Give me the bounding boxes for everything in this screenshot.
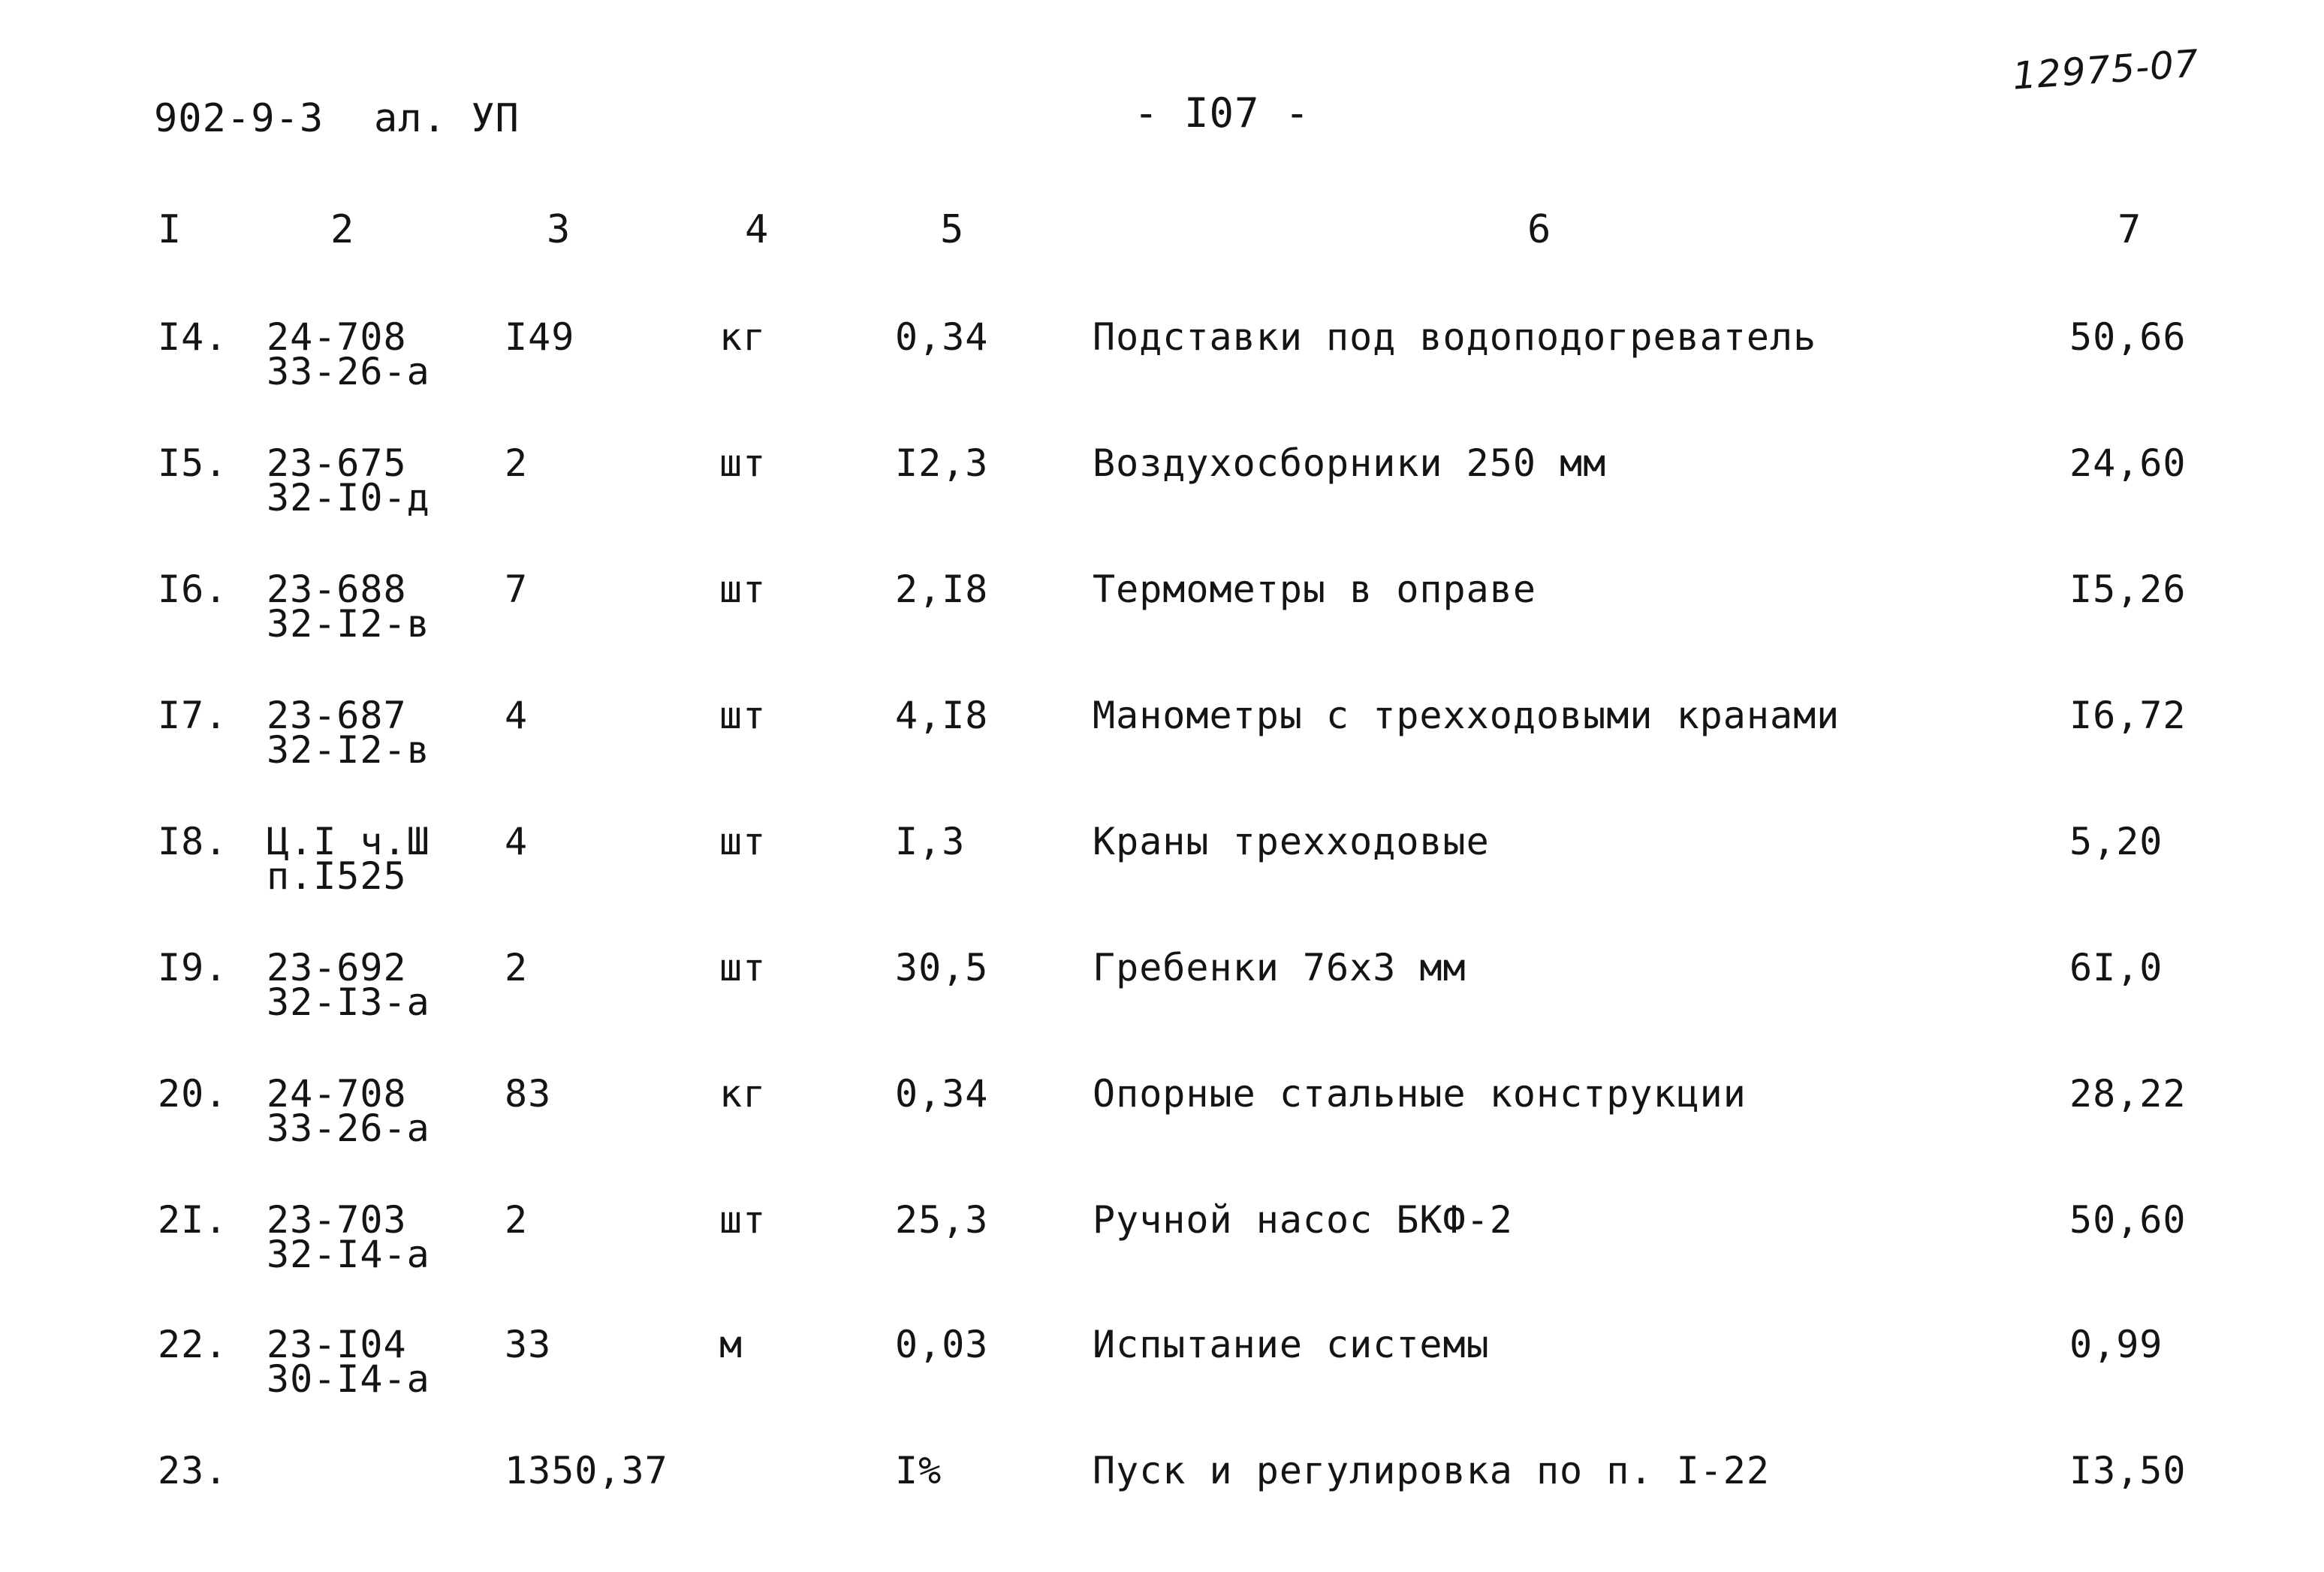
table-row (0, 1449, 2324, 1572)
item-name: Опорные стальные конструкции (1093, 1072, 1747, 1116)
rate-code: 24-708 (267, 315, 407, 359)
total-cost: 28,22 (2069, 1072, 2187, 1116)
unit: шт (719, 694, 767, 737)
item-name: Ручной насос БКФ-2 (1093, 1198, 1513, 1242)
column-header: 6 (1527, 207, 1552, 252)
quantity: 83 (505, 1072, 552, 1116)
rate-code-sub: 32-I2-в (267, 728, 430, 772)
table-row (0, 694, 2324, 817)
unit: шт (719, 820, 767, 863)
row-number: I6. (158, 568, 228, 611)
row-number: 2I. (158, 1198, 228, 1242)
table-row (0, 1198, 2324, 1321)
quantity: 2 (505, 1198, 529, 1242)
rate-code-sub: 32-I0-д (267, 476, 430, 519)
item-name: Краны трехходовые (1093, 820, 1490, 863)
rate-code-sub: 33-26-а (267, 350, 430, 393)
item-name: Подставки под водоподогреватель (1093, 315, 1817, 359)
unit-price: 4,I8 (895, 694, 989, 737)
unit: кг (719, 315, 767, 359)
total-cost: 24,60 (2069, 441, 2187, 485)
table-row (0, 946, 2324, 1069)
unit-price: 0,03 (895, 1323, 989, 1366)
total-cost: I5,26 (2069, 568, 2187, 611)
unit-price: I% (895, 1449, 942, 1492)
quantity: 4 (505, 694, 529, 737)
unit-price: 30,5 (895, 946, 989, 989)
item-name: Испытание системы (1093, 1323, 1490, 1366)
quantity: I49 (505, 315, 575, 359)
table-row (0, 1323, 2324, 1446)
unit: шт (719, 441, 767, 485)
unit: шт (719, 568, 767, 611)
doc-code: 902-9-3 (154, 96, 324, 141)
total-cost: I6,72 (2069, 694, 2187, 737)
quantity: 1350,37 (505, 1449, 668, 1492)
rate-code: 23-I04 (267, 1323, 407, 1366)
unit-price: 2,I8 (895, 568, 989, 611)
total-cost: 5,20 (2069, 820, 2163, 863)
rate-code: 23-703 (267, 1198, 407, 1242)
page-number: - I07 - (1134, 89, 1310, 137)
row-number: I5. (158, 441, 228, 485)
item-name: Гребенки 76х3 мм (1093, 946, 1466, 989)
column-header: 5 (940, 207, 965, 252)
rate-code: Ц.I ч.Ш (267, 820, 430, 863)
row-number: I7. (158, 694, 228, 737)
column-header: 3 (547, 207, 571, 252)
column-header: 7 (2118, 207, 2142, 252)
rate-code-sub: 33-26-а (267, 1107, 430, 1150)
item-name: Манометры с трехходовыми кранами (1093, 694, 1840, 737)
rate-code: 23-688 (267, 568, 407, 611)
rate-code-sub: 30-I4-а (267, 1357, 430, 1401)
item-name: Воздухосборники 250 мм (1093, 441, 1607, 485)
unit-price: 0,34 (895, 1072, 989, 1116)
quantity: 33 (505, 1323, 552, 1366)
row-number: I8. (158, 820, 228, 863)
item-name: Пуск и регулировка по п. I-22 (1093, 1449, 1770, 1492)
archive-number: 12975-07 (2011, 41, 2201, 98)
rate-code: 23-675 (267, 441, 407, 485)
unit: м (719, 1323, 743, 1366)
table-row (0, 441, 2324, 565)
total-cost: 0,99 (2069, 1323, 2163, 1366)
table-row (0, 315, 2324, 438)
rate-code: 24-708 (267, 1072, 407, 1116)
unit: шт (719, 946, 767, 989)
row-number: 23. (158, 1449, 228, 1492)
table-row (0, 568, 2324, 691)
unit-price: 25,3 (895, 1198, 989, 1242)
unit: кг (719, 1072, 767, 1116)
quantity: 4 (505, 820, 529, 863)
item-name: Термометры в оправе (1093, 568, 1536, 611)
quantity: 2 (505, 441, 529, 485)
row-number: 20. (158, 1072, 228, 1116)
rate-code-sub: 32-I2-в (267, 602, 430, 646)
table-row (0, 1072, 2324, 1195)
unit-price: I,3 (895, 820, 966, 863)
total-cost: 6I,0 (2069, 946, 2163, 989)
column-header: I (158, 207, 182, 252)
rate-code: 23-687 (267, 694, 407, 737)
quantity: 7 (505, 568, 529, 611)
rate-code-sub: п.I525 (267, 854, 407, 898)
row-number: I9. (158, 946, 228, 989)
total-cost: 50,66 (2069, 315, 2187, 359)
unit: шт (719, 1198, 767, 1242)
unit-price: 0,34 (895, 315, 989, 359)
quantity: 2 (505, 946, 529, 989)
column-header: 2 (330, 207, 355, 252)
rate-code-sub: 32-I4-а (267, 1233, 430, 1276)
column-header: 4 (745, 207, 770, 252)
unit-price: I2,3 (895, 441, 989, 485)
row-number: 22. (158, 1323, 228, 1366)
total-cost: I3,50 (2069, 1449, 2187, 1492)
rate-code: 23-692 (267, 946, 407, 989)
sheet-label: ал. УП (374, 96, 520, 141)
total-cost: 50,60 (2069, 1198, 2187, 1242)
row-number: I4. (158, 315, 228, 359)
table-row (0, 820, 2324, 943)
rate-code-sub: 32-I3-а (267, 980, 430, 1024)
